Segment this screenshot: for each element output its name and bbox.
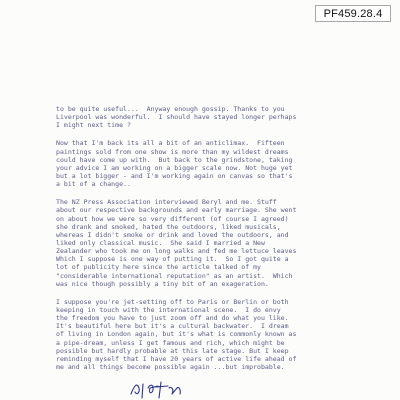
letter-line: on about how we were so very different (of course I agreed) [56, 214, 289, 223]
letter-line: I might next time ? [56, 121, 131, 130]
letter-line: me and all things become possible again ...but improbable. [56, 362, 285, 371]
letter-line: It's beautiful here but it's a cultural backwater. I dream [56, 322, 289, 331]
letter-line: Which I suppose is one way of putting it. So I got quite a [56, 255, 289, 264]
letter-line: your advice I am working on a bigger scale now. Not huge yet [56, 163, 293, 172]
letter-line: keeping in touch with the international scene. I do envy [56, 305, 281, 314]
letter-line: a pipe-dream, unless I get famous and rich, which might be [56, 338, 285, 347]
letter-line: could have come up with. But back to the grindstone, taking [56, 155, 293, 164]
letter-line: but a lot bigger - and I'm working again on canvas so that's [56, 171, 293, 180]
letter-line: whereas I didn't smoke or drink and loved the outdoors, and [56, 230, 289, 239]
letter-paragraph [56, 105, 392, 129]
letter-line: reminding myself that I have 20 years of active life ahead of [56, 354, 297, 363]
letter-line: a bit of a change.. [56, 180, 131, 189]
letter-line: lot of publicity here since the article talked of my [56, 263, 261, 272]
letter-line: Liverpool was wonderful. I should have stayed longer perhaps [56, 113, 297, 122]
letter-body [56, 105, 392, 381]
letter-paragraph [56, 298, 392, 371]
letter-line: she drank and smoked, hated the outdoors, liked musicals, [56, 222, 281, 231]
letter-line: possible but hardly probable at this late stage. But I keep [56, 346, 289, 355]
handwritten-signature [128, 376, 208, 400]
letter-line: to be quite useful... Anyway enough gossip. Thanks to you [56, 105, 285, 113]
letter-paragraph [56, 139, 392, 188]
letter-line: Zealander who took me on long walks and fed me lettuce leaves [56, 247, 297, 256]
letter-line: paintings sold from one show is more than my wildest dreams [56, 147, 289, 156]
letter-line: The NZ Press Association interviewed Beryl and me. Stuff [56, 198, 277, 207]
letter-line: was nice though possibly a tiny bit of an exageration. [56, 279, 269, 288]
letter-line: liked only classical music. She said I married a New [56, 238, 265, 247]
letter-line: "considerable international reputation" as an artist. Which [56, 271, 293, 280]
letter-line: about our respective backgrounds and early marriage. She went [56, 206, 297, 215]
letter-line: of living in London again, but it's what is commonly known as [56, 330, 297, 339]
letter-paragraph [56, 198, 392, 288]
letter-line: the freedom you have to just zoom off and do what you like. [56, 314, 289, 323]
letter-line: Now that I'm back its all a bit of an anticlimax. Fifteen [56, 139, 285, 148]
reference-number-stamp: PF459.28.4 [315, 5, 391, 22]
letter-line: I suppose you're jet-setting off to Paris or Berlin or both [56, 297, 289, 306]
